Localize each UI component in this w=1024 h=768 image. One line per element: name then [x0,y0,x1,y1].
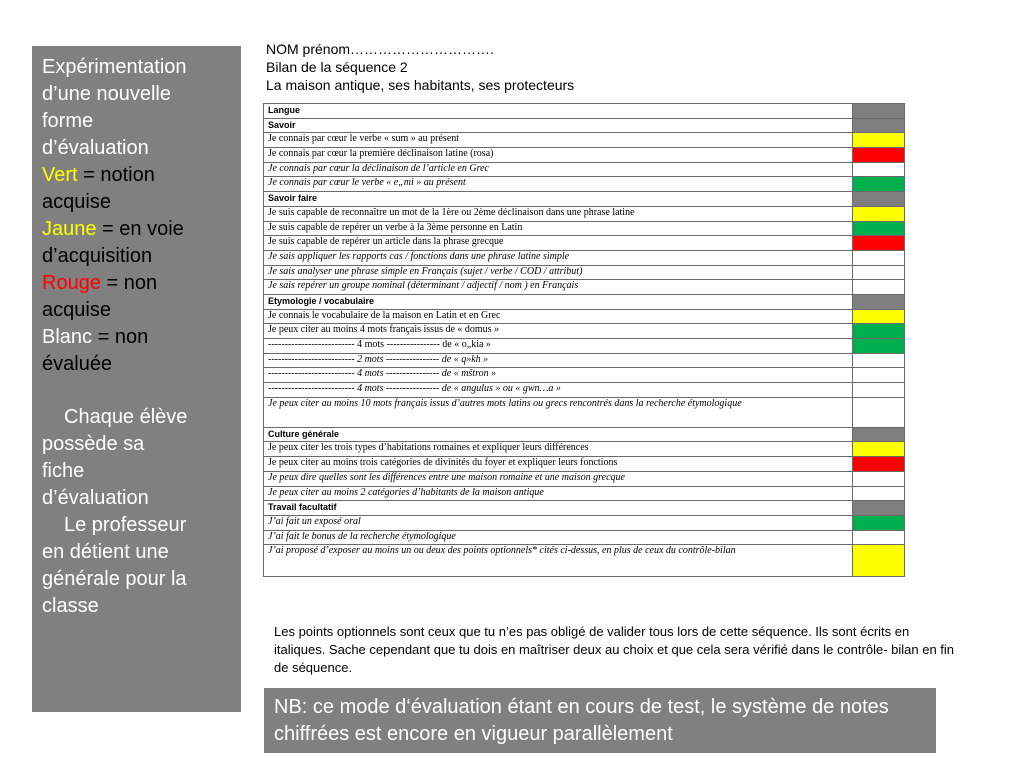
paragraph-line: Chaque élève [64,406,188,428]
criterion-label: -------------------------- 4 mots ---------------- de « o„kia » [264,339,853,354]
criterion-row [264,397,905,427]
paragraph-line: générale pour la [42,568,187,590]
sequence-title: Bilan de la séquence 2 [266,59,408,75]
status-cell-yellow [853,309,905,324]
status-cell-none [853,353,905,368]
section-header-row [264,427,905,442]
status-cell-yellow [853,133,905,148]
criterion-label: Je connais par cœur la déclinaison de l’article en Grec [264,162,853,177]
paragraph-line: possède sa [42,433,145,455]
legend-panel [32,46,241,712]
criterion-label: Je sais repérer un groupe nominal (déterminant / adjectif / nom ) en Français [264,280,853,295]
section-header-row [264,192,905,207]
criterion-label: Je peux citer au moins trois catégories de divinités du foyer et expliquer leurs fonctions [264,457,853,472]
criterion-row [264,486,905,501]
section-header-row [264,104,905,119]
criterion-label: Je sais appliquer les rapports cas / fonctions dans une phrase latine simple [264,250,853,265]
criterion-label: Je peux citer au moins 4 mots français issus de « domus » [264,324,853,339]
criterion-row [264,221,905,236]
status-cell-none [853,162,905,177]
status-cell-none [853,530,905,545]
status-cell-grey [853,192,905,207]
student-name-line: NOM prénom…………………………. [266,41,494,57]
legend-text: = non [100,272,158,294]
status-cell-none [853,486,905,501]
status-cell-grey [853,427,905,442]
status-cell-yellow [853,442,905,457]
criterion-row [264,324,905,339]
paragraph-line: classe [42,595,99,617]
criterion-label: -------------------------- 4 mots ---------------- de « angulus » ou « gwn…a » [264,383,853,398]
criterion-label: Je connais le vocabulaire de la maison en Latin et en Grec [264,309,853,324]
status-cell-green [853,177,905,192]
criterion-row [264,530,905,545]
legend-blanc [42,324,235,378]
status-cell-grey [853,501,905,516]
section-header-row [264,501,905,516]
criterion-label: Je peux dire quelles sont les différences entre une maison romaine et une maison grecque [264,471,853,486]
section-title: Savoir faire [264,192,853,207]
criterion-label: Je suis capable de reconnaître un mot de la 1ère ou 2ème déclinaison dans une phrase latine [264,206,853,221]
criterion-row [264,265,905,280]
criterion-label: -------------------------- 2 mots ---------------- de « q»kh » [264,353,853,368]
criterion-row [264,280,905,295]
status-cell-yellow [853,206,905,221]
criterion-row [264,471,905,486]
section-header-row [264,294,905,309]
criterion-label: -------------------------- 4 mots ---------------- de « mštron » [264,368,853,383]
legend-text: acquise [42,299,111,321]
title-line: forme [42,110,94,132]
section-title: Langue [264,104,853,119]
criterion-row [264,457,905,472]
section-header-row [264,118,905,133]
section-title: Travail facultatif [264,501,853,516]
criterion-row [264,515,905,530]
status-cell-green [853,221,905,236]
status-cell-red [853,457,905,472]
legend-vert [42,162,235,216]
sidebar-title [42,54,235,162]
status-cell-green [853,324,905,339]
criterion-label: J’ai fait un exposé oral [264,515,853,530]
document-header [266,40,574,94]
status-cell-none [853,250,905,265]
criterion-row [264,177,905,192]
status-cell-none [853,368,905,383]
status-cell-green [853,515,905,530]
criterion-label: Je peux citer les trois types d’habitations romaines et expliquer leurs différences [264,442,853,457]
evaluation-table-body [264,104,905,577]
evaluation-table [263,103,905,577]
status-cell-grey [853,104,905,119]
status-cell-none [853,265,905,280]
criterion-label: Je peux citer au moins 10 mots français issus d’autres mots latins ou grecs rencontrés dans la recherche étymologique [264,397,853,427]
legend-text: = notion [77,164,155,186]
legend-text: acquise [42,191,111,213]
criterion-label: Je connais par cœur le verbe « sum » au présent [264,133,853,148]
criterion-row [264,545,905,577]
criterion-row [264,162,905,177]
paragraph-line: en détient une [42,541,169,563]
legend-word-rouge: Rouge [42,272,101,294]
status-cell-green [853,339,905,354]
legend-word-jaune: Jaune [42,218,97,240]
legend-jaune [42,216,235,270]
criterion-label: Je connais par cœur le verbe « e„mi » au présent [264,177,853,192]
criterion-row [264,383,905,398]
criterion-label: Je sais analyser une phrase simple en Français (sujet / verbe / COD / attribut) [264,265,853,280]
section-title: Savoir [264,118,853,133]
title-line: d’évaluation [42,137,149,159]
criterion-row [264,368,905,383]
sidebar-paragraph-professeur [42,512,235,620]
criterion-label: Je connais par cœur la première déclinaison latine (rosa) [264,148,853,163]
criterion-row [264,309,905,324]
criterion-row [264,148,905,163]
status-cell-none [853,280,905,295]
criterion-row [264,133,905,148]
criterion-label: J’ai fait le bonus de la recherche étymologique [264,530,853,545]
section-title: Culture générale [264,427,853,442]
status-cell-grey [853,118,905,133]
criterion-row [264,236,905,251]
paragraph-line: Le professeur [64,514,187,536]
status-cell-yellow [853,545,905,577]
nb-box: NB: ce mode d‘évaluation étant en cours de test, le système de notes chiffrées est encore en vigueur parallèlement [264,688,936,753]
status-cell-grey [853,294,905,309]
title-line: d’une nouvelle [42,83,171,105]
legend-word-blanc: Blanc [42,326,93,348]
status-cell-none [853,383,905,398]
status-cell-none [853,471,905,486]
criterion-label: Je peux citer au moins 2 catégories d’habitants de la maison antique [264,486,853,501]
section-title: Etymologie / vocabulaire [264,294,853,309]
status-cell-red [853,236,905,251]
title-line: Expérimentation [42,56,187,78]
legend-text: = non [92,326,149,348]
criterion-row [264,250,905,265]
criterion-label: J’ai proposé d’exposer au moins un ou deux des points optionnels* cités ci-dessus, en plus de ceux du contrôle-bilan [264,545,853,577]
criterion-row [264,339,905,354]
criterion-label: Je suis capable de repérer un article dans la phrase grecque [264,236,853,251]
legend-word-vert: Vert [42,164,78,186]
sequence-subtitle: La maison antique, ses habitants, ses protecteurs [266,77,575,93]
criterion-row [264,206,905,221]
paragraph-line: d’évaluation [42,487,149,509]
criterion-label: Je suis capable de repérer un verbe à la 3ème personne en Latin [264,221,853,236]
criterion-row [264,353,905,368]
legend-text: d’acquisition [42,245,153,267]
sidebar-paragraph-eleve [42,404,235,512]
optional-points-note: Les points optionnels sont ceux que tu n’es pas obligé de valider tous lors de cette séquence. Ils sont écrits en italiques. Sache cependant que tu dois en maîtriser deux au choix et que cela sera vérifié dans le contrôle- bilan en fin de séquence. [274,624,955,675]
criterion-row [264,442,905,457]
status-cell-none [853,397,905,427]
legend-rouge [42,270,235,324]
status-cell-red [853,148,905,163]
paragraph-line: fiche [42,460,85,482]
legend-text: évaluée [42,353,113,375]
legend-text: = en voie [96,218,184,240]
